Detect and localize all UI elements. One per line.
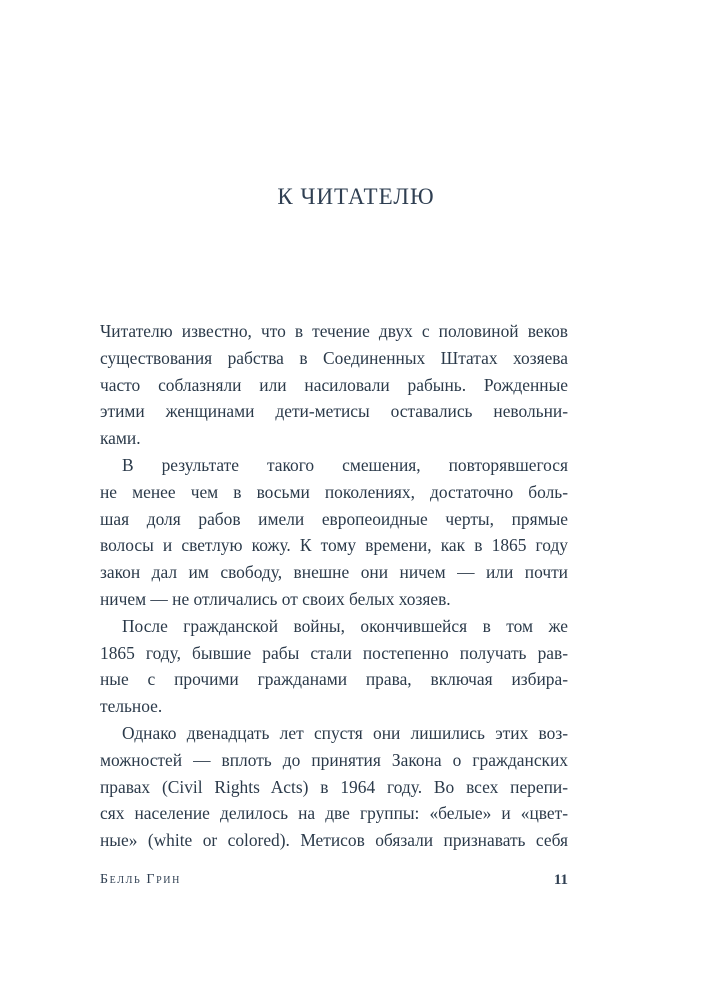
text-line: правах (Civil Rights Acts) в 1964 году. Во всех перепи- (100, 776, 568, 797)
text-line: Читателю известно, что в течение двух с половиной веков (100, 321, 568, 341)
text-line: шая доля рабов имели европеоидные черты, прямые (100, 508, 568, 529)
text-line: часто соблазняли или насиловали рабынь. Рожденные (100, 374, 568, 395)
text-line: волосы и светлую кожу. К тому времени, как в 1865 году (100, 535, 568, 556)
text-line: закон дал им свободу, внешне они ничем — или почти (100, 562, 568, 583)
text-line: Однако двенадцать лет спустя они лишились этих воз- (122, 722, 568, 743)
text-line: тельное. (100, 696, 163, 717)
text-line: сях население делилось на две группы: «белые» и «цвет- (100, 803, 568, 824)
chapter-title: К ЧИТАТЕЛЮ (277, 184, 435, 209)
text-line: этими женщинами дети-метисы оставались невольни- (100, 401, 568, 422)
text-line: существования рабства в Соединенных Штатах хозяева (100, 347, 568, 368)
text-line: не менее чем в восьми поколениях, достаточно боль- (100, 481, 568, 502)
page-number: 11 (553, 872, 568, 888)
body-text (100, 318, 568, 854)
text-line: ками. (100, 428, 141, 449)
page-footer (100, 872, 568, 896)
text-line: можностей — вплоть до принятия Закона о гражданских (100, 749, 568, 770)
text-line: После гражданской войны, окончившейся в том же (122, 615, 568, 636)
text-line: ные с прочими гражданами права, включая избира- (100, 669, 568, 690)
text-line: ничем — не отличались от своих белых хозяев. (100, 588, 451, 609)
text-line: ные» (white or colored). Метисов обязали признавать себя (100, 830, 568, 851)
running-author: Белль Грин (100, 872, 181, 887)
text-line: 1865 году, бывшие рабы стали постепенно получать рав- (100, 642, 568, 663)
text-line: В результате такого смешения, повторявшегося (122, 454, 568, 475)
